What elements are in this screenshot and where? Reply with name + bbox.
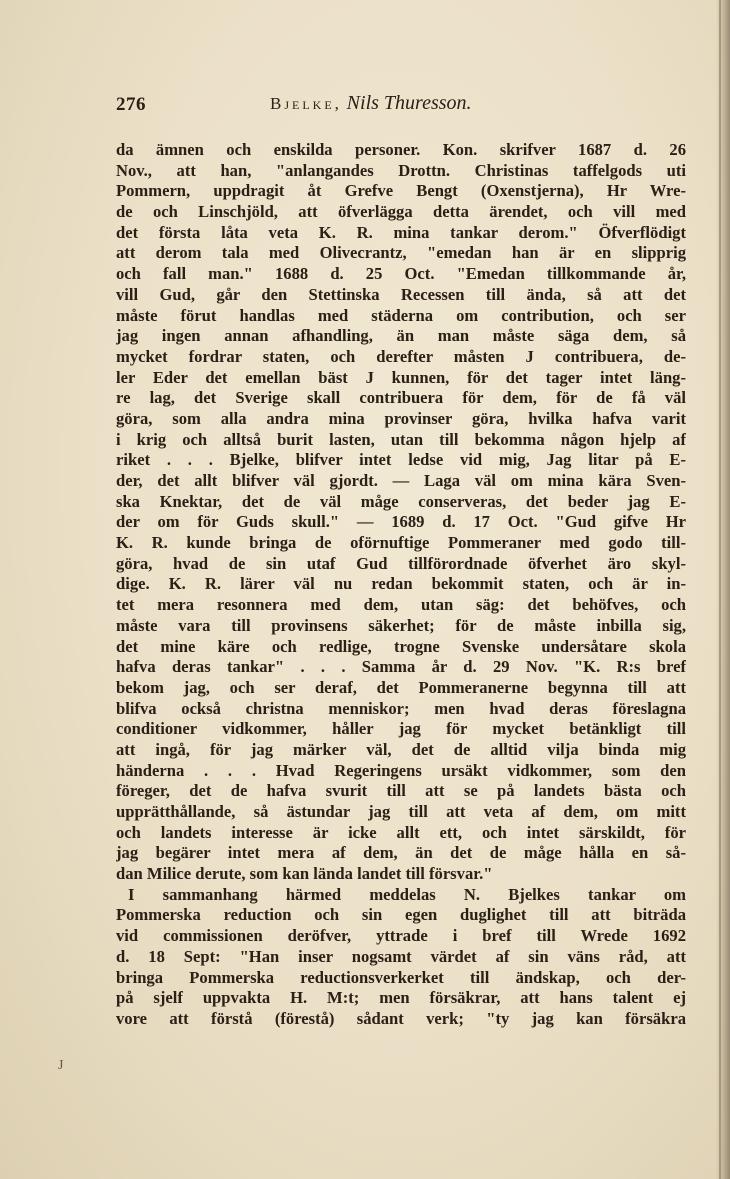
text-line: upprätthållande, så ästundar jag till att veta af dem, om mitt	[116, 802, 686, 821]
page-header	[116, 92, 686, 122]
margin-mark: J	[58, 1058, 64, 1073]
text-line: på sjelf uppvakta H. M:t; men försäkrar, att hans talent ej	[116, 988, 686, 1008]
text-line: der om för Guds skull." — 1689 d. 17 Oct. "Gud gifve Hr	[116, 512, 686, 532]
text-line: bringa Pommerska reductionsverkerket till ändskap, och der-	[116, 967, 686, 987]
text-line: conditioner vidkommer, håller jag för mycket betänkligt till	[116, 719, 686, 739]
text-line: göra, hvad de sin utaf Gud tillförordnade öfverhet äro skyl-	[116, 553, 686, 573]
text-line: händerna . . . Hvad Regeringens ursäkt vidkommer, som den	[116, 760, 686, 780]
text-line: ska Knektar, det de väl måge conserveras, det beder jag E-	[116, 491, 686, 511]
text-line: re lag, det Sverige skall contribuera för dem, för de få väl	[116, 388, 686, 408]
text-line: bekom jag, och ser deraf, det Pommeranerne begynna till att	[116, 677, 686, 697]
text-line: jag begärer intet mera af dem, än det de måge hålla en så-	[116, 843, 686, 863]
body-text	[116, 140, 686, 1030]
text-line: att derom tala med Olivecrantz, "emedan han är en slipprig	[116, 243, 686, 263]
text-line: att ingå, för jag märker väl, det de alltid vilja binda mig	[116, 739, 686, 759]
text-line: K. R. kunde bringa de oförnuftige Pommeraner med godo till-	[116, 533, 686, 553]
text-line: göra, som alla andra mina provinser göra, hvilka hafva varit	[116, 408, 686, 428]
text-line: dan Milice derute, som kan lända landet till försvar."	[116, 864, 493, 884]
text-line: och fall man." 1688 d. 25 Oct. "Emedan tillkommande år,	[116, 264, 686, 284]
text-line: I sammanhang härmed meddelas N. Bjelkes tankar om	[128, 884, 686, 904]
page-number: 276	[116, 94, 146, 115]
text-line: Pommern, uppdragit åt Grefve Bengt (Oxenstjerna), Hr Wre-	[116, 181, 686, 201]
text-line: ler Eder det emellan bäst J kunnen, för det tager intet läng-	[116, 367, 686, 387]
text-line: der, det allt blifver väl gjordt. — Laga väl om mina kära Sven-	[116, 471, 686, 490]
running-head	[270, 92, 472, 115]
running-head-surname: Bjelke,	[270, 94, 342, 113]
text-line: det första låta veta K. R. mina tankar derom." Öfverflödigt	[116, 222, 686, 242]
text-line: måste förut handlas med städerna om contribution, och ser	[116, 305, 686, 325]
text-line: det mine käre och redlige, trogne Svenske undersåtare skola	[116, 636, 686, 656]
text-line: d. 18 Sept: "Han inser nogsamt värdet af sin väns råd, att	[116, 946, 686, 966]
text-line: dige. K. R. lärer väl nu redan bekommit staten, och är in-	[116, 574, 686, 594]
text-line: riket . . . Bjelke, blifver intet ledse vid mig, Jag litar på E-	[116, 450, 686, 470]
text-line: tet mera resonnera med dem, utan säg: det behöfves, och	[116, 595, 686, 615]
text-line: vore att förstå (förestå) sådant verk; "ty jag kan försäkra	[116, 1008, 686, 1028]
running-head-given-name: Nils Thuresson.	[346, 92, 472, 114]
text-line: vid commissionen deröfver, yttrade i bref till Wrede 1692	[116, 926, 686, 946]
text-line: mycket fordrar staten, och derefter måsten J contribuera, de-	[116, 346, 686, 366]
text-line: föreger, det de hafva svurit till att se på landets bästa och	[116, 781, 686, 801]
text-line: hafva deras tankar" . . . Samma år d. 29 Nov. "K. R:s bref	[116, 657, 686, 677]
text-line: och landets interesse är icke allt ett, och intet särskildt, för	[116, 822, 686, 842]
text-line: Pommerska reduction och sin egen duglighet till att biträda	[116, 905, 686, 925]
page-edge-line	[719, 0, 721, 1179]
text-line: i krig och alltså burit lasten, utan till bekomma någon hjelp af	[116, 429, 686, 449]
text-line: da ämnen och enskilda personer. Kon. skrifver 1687 d. 26	[116, 140, 686, 159]
text-line: de och Linschjöld, att öfverlägga detta ärendet, och vill med	[116, 202, 686, 222]
text-line: Nov., att han, "anlangandes Drottn. Christinas taffelgods uti	[116, 160, 686, 180]
text-line: måste vara till provinsens säkerhet; för de måste inbilla sig,	[116, 615, 686, 635]
text-line: vill Gud, går den Stettinska Recessen till ända, så att det	[116, 284, 686, 304]
text-line: blifva också christna menniskor; men hvad deras föreslagna	[116, 698, 686, 718]
text-line: jag ingen annan afhandling, än man måste säga dem, så	[116, 326, 686, 346]
